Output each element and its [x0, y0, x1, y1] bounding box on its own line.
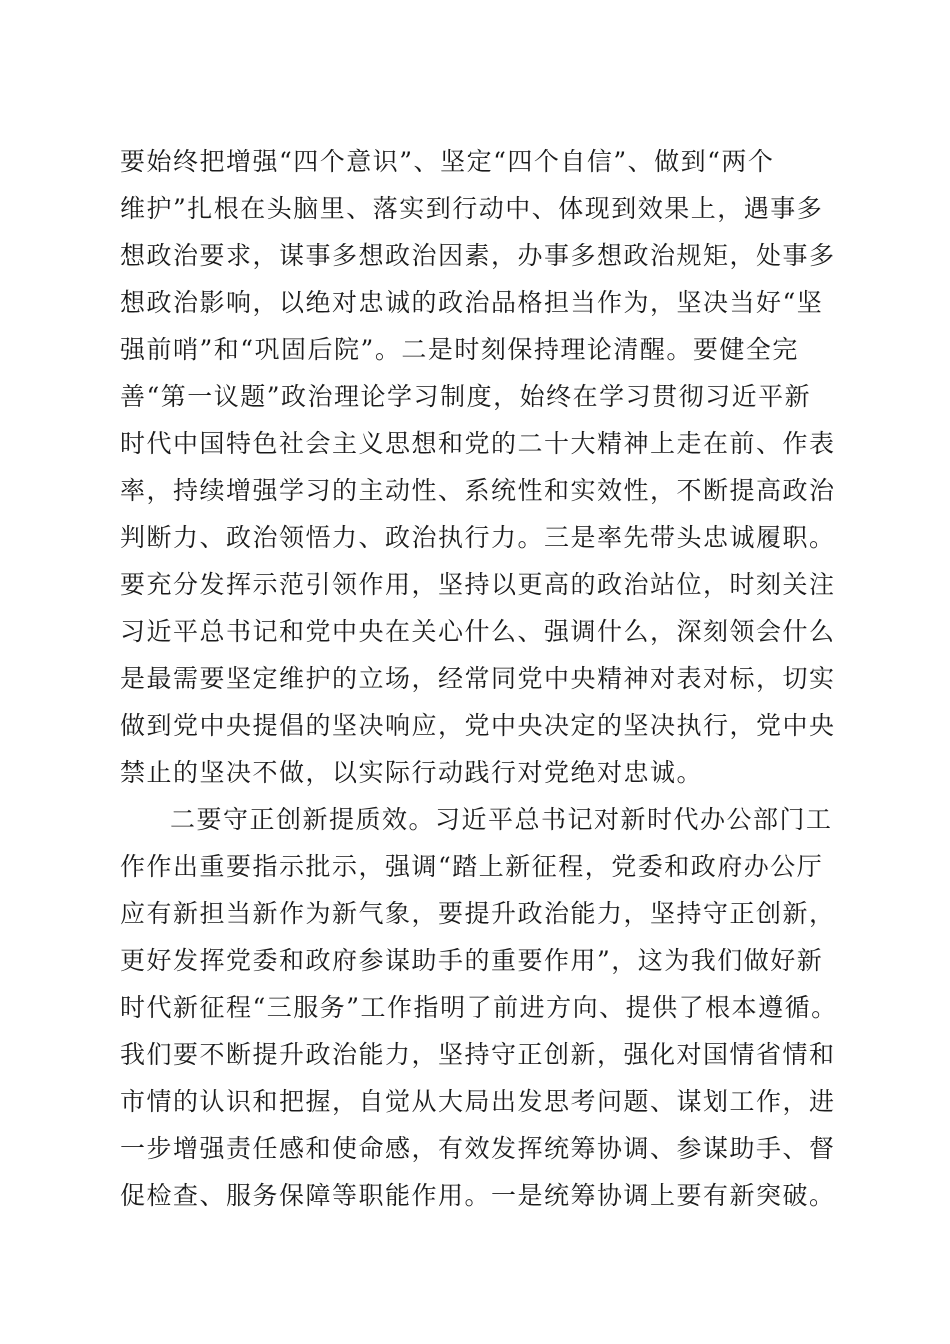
text-line: 习近平总书记和党中央在关心什么、强调什么，深刻领会什么 [120, 617, 836, 646]
text-line: 强前哨”和“巩固后院”。二是时刻保持理论清醒。要健全完 [120, 335, 799, 364]
text-line: 维护”扎根在头脑里、落实到行动中、体现到效果上，遇事多 [120, 194, 824, 223]
text-line: 市情的认识和把握，自觉从大局出发思考问题、谋划工作，进 [120, 1087, 836, 1116]
text-line: 率，持续增强学习的主动性、系统性和实效性，不断提高政治 [120, 476, 836, 505]
paragraph-start-line: 二要守正创新提质效。习近平总书记对新时代办公部门工 [170, 805, 833, 834]
text-line: 时代新征程“三服务”工作指明了前进方向、提供了根本遵循。 [120, 993, 838, 1022]
text-line: 作作出重要指示批示，强调“踏上新征程，党委和政府办公厅 [120, 852, 824, 881]
text-line: 禁止的坚决不做，以实际行动践行对党绝对忠诚。 [120, 758, 704, 787]
text-line: 应有新担当新作为新气象，要提升政治能力，坚持守正创新， [120, 899, 836, 928]
text-line: 做到党中央提倡的坚决响应，党中央决定的坚决执行，党中央 [120, 711, 836, 740]
text-line: 促检查、服务保障等职能作用。一是统筹协调上要有新突破。 [120, 1181, 836, 1210]
text-line: 时代中国特色社会主义思想和党的二十大精神上走在前、作表 [120, 429, 836, 458]
document-body [120, 138, 840, 1219]
text-line: 善“第一议题”政治理论学习制度，始终在学习贯彻习近平新 [120, 382, 812, 411]
text-line: 一步增强责任感和使命感，有效发挥统筹协调、参谋助手、督 [120, 1134, 836, 1163]
text-line: 要始终把增强“四个意识”、坚定“四个自信”、做到“两个 [120, 147, 775, 176]
text-line: 是最需要坚定维护的立场，经常同党中央精神对表对标，切实 [120, 664, 836, 693]
text-line: 更好发挥党委和政府参谋助手的重要作用”，这为我们做好新 [120, 946, 824, 975]
text-line: 我们要不断提升政治能力，坚持守正创新，强化对国情省情和 [120, 1040, 836, 1069]
text-line: 要充分发挥示范引领作用，坚持以更高的政治站位，时刻关注 [120, 570, 836, 599]
text-line: 想政治影响，以绝对忠诚的政治品格担当作为，坚决当好“坚 [120, 288, 824, 317]
text-line: 想政治要求，谋事多想政治因素，办事多想政治规矩，处事多 [120, 241, 836, 270]
text-line: 判断力、政治领悟力、政治执行力。三是率先带头忠诚履职。 [120, 523, 836, 552]
